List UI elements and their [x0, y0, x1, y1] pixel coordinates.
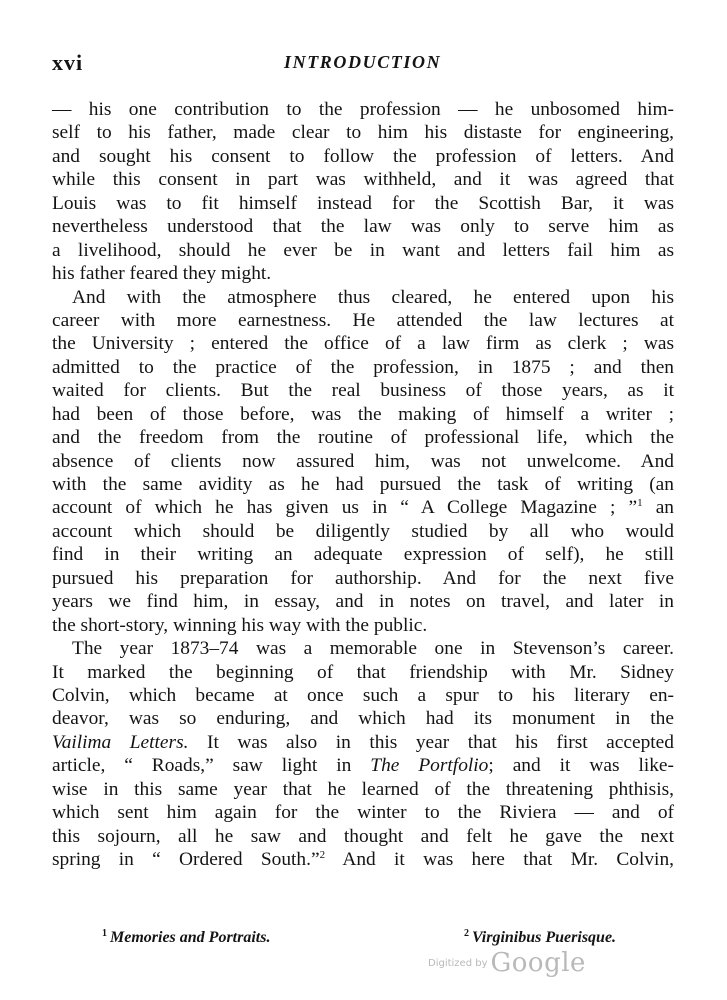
text-line: and sought his consent to follow the profession of letters. And	[52, 145, 674, 167]
text-line: which sent him again for the winter to the Riviera — and of	[52, 802, 674, 824]
footnote-marker: 1	[102, 928, 107, 939]
text-line	[52, 754, 674, 777]
text-span: article, “ Roads,” saw light in	[52, 755, 352, 777]
google-logo: Google	[490, 948, 586, 978]
text-line: the University ; entered the office of a law firm as clerk ; was	[52, 333, 674, 355]
book-title-portfolio: The Portfolio	[370, 755, 489, 777]
text-line: a livelihood, should he ever be in want and letters fail him as	[52, 239, 674, 261]
footnote-text: Virginibus Puerisque.	[472, 929, 617, 946]
text-line: and the freedom from the routine of professional life, which the	[52, 427, 674, 449]
text-line: Louis was to fit himself instead for the Scottish Bar, it was	[52, 192, 674, 214]
text-span: spring in “ Ordered South.”	[52, 849, 320, 870]
text-line: nevertheless understood that the law was only to serve him as	[52, 216, 674, 238]
text-span: And it was here that Mr. Colvin,	[342, 849, 674, 870]
text-line: The year 1873–74 was a memorable one in Stevenson’s career.	[72, 638, 674, 660]
footnote-marker: 2	[464, 928, 469, 939]
text-line: And with the atmosphere thus cleared, he entered upon his	[72, 286, 674, 308]
text-line: had been of those before, was the making of himself a writer ;	[52, 403, 674, 425]
text-span: account of which he has given us in “ A College Magazine ; ”	[52, 497, 638, 519]
text-line: while this consent in part was withheld, and it was agreed that	[52, 169, 674, 191]
text-line: Colvin, which became at once such a spur to his literary en-	[52, 684, 674, 706]
text-line	[52, 731, 674, 754]
footnote-ref-1: 1	[637, 497, 643, 510]
text-line: It marked the beginning of that friendship with Mr. Sidney	[52, 661, 674, 683]
watermark-prefix: Digitized by	[428, 958, 488, 969]
book-page	[52, 0, 677, 1000]
text-line: deavor, was so enduring, and which had its monument in the	[52, 708, 674, 730]
text-line: absence of clients now assured him, was not unwelcome. And	[52, 450, 674, 472]
text-line	[52, 496, 674, 519]
page-number: xvi	[52, 50, 84, 75]
footnote-1	[102, 929, 270, 947]
text-line: years we find him, in essay, and in notes on travel, and later in	[52, 591, 674, 613]
text-line: his father feared they might.	[52, 263, 272, 285]
text-span: an	[655, 497, 674, 519]
text-line: career with more earnestness. He attended the law lectures at	[52, 309, 674, 331]
running-head	[52, 50, 677, 76]
footnote-ref-2: 2	[319, 849, 326, 861]
text-line: self to his father, made clear to him his distaste for engineering,	[52, 122, 674, 144]
text-line: with the same avidity as he had pursued the task of writing (an	[52, 474, 674, 495]
text-line: admitted to the practice of the profession, in 1875 ; and then	[52, 356, 674, 378]
text-line: this sojourn, all he saw and thought and felt he gave the next	[52, 825, 674, 847]
digitized-by-watermark	[428, 948, 586, 978]
text-span: ; and it was like-	[488, 755, 674, 777]
book-title-vailima: Vailima Letters.	[52, 731, 189, 753]
text-line	[52, 848, 674, 871]
text-line: — his one contribution to the profession — he unbosomed him-	[52, 99, 674, 120]
text-span: It was also in this year that his first accepted	[206, 731, 674, 753]
text-line: account which should be diligently studied by all who would	[52, 520, 674, 542]
text-line: wise in this same year that he learned of the threatening phthisis,	[52, 778, 674, 800]
footnote-text: Memories and Portraits.	[110, 929, 271, 946]
text-line: pursued his preparation for authorship. And for the next five	[52, 567, 674, 589]
body-text	[52, 98, 674, 871]
running-title: INTRODUCTION	[284, 52, 442, 72]
footnote-2	[464, 929, 616, 947]
footnotes	[102, 929, 677, 953]
text-line: waited for clients. But the real business of those years, as it	[52, 380, 674, 402]
text-line: the short-story, winning his way with the public.	[52, 614, 428, 636]
text-line: find in their writing an adequate expression of self), he still	[52, 544, 674, 566]
